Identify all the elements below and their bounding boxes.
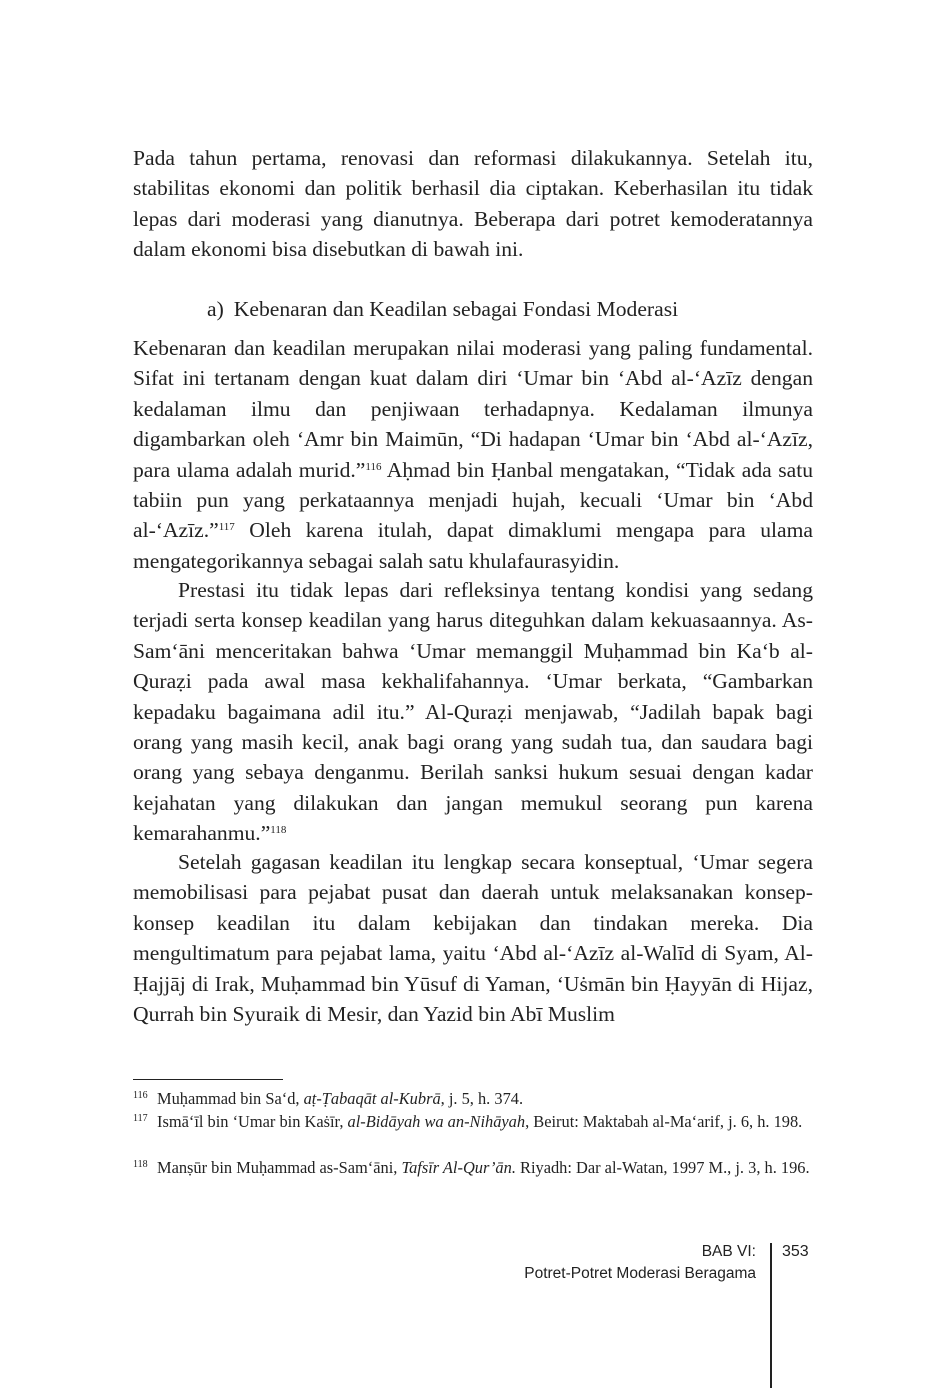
footnote-text: Muḥammad bin Sa‘d, [157,1089,304,1108]
running-footer [524,1241,756,1285]
chapter-title: Potret-Potret Moderasi Beragama [524,1265,756,1282]
footnote-number: 117 [133,1113,148,1124]
paragraph-1-text-c: Oleh karena itulah, dapat dimaklumi mengapa para ulama mengategorikannya sebagai salah satu khulafaurasyidin. [133,518,813,573]
footnote-separator [133,1079,283,1080]
intro-paragraph: Pada tahun pertama, renovasi dan reformasi dilakukannya. Setelah itu, stabilitas ekonomi dan politik berhasil dia ciptakan. Keberhasilan itu tidak lepas dari moderasi yang dianutnya. Beberapa dari potret kemoderatannya dalam ekonomi bisa disebutkan di bawah ini. [133,146,813,262]
footer-divider [770,1243,772,1388]
footnote-117 [133,1110,813,1133]
footnote-number: 116 [133,1090,148,1101]
footnote-text: Ismā‘īl bin ‘Umar bin Kaṡīr, [157,1112,348,1131]
footnote-ref-116: 116 [365,460,382,473]
footnote-ref-117: 117 [218,521,235,534]
footnote-book-title: al-Bidāyah wa an-Nihāyah [347,1112,526,1131]
paragraph-1 [133,333,813,576]
footnote-text: Manṣūr bin Muḥammad as-Sam‘āni, [157,1158,402,1177]
section-marker: a) [207,297,224,321]
footnote-number: 118 [133,1159,148,1170]
paragraph-1-text-b: Aḥmad bin Ḥanbal mengatakan, “Tidak ada satu tabiin pun yang perkataannya menjadi hujah, kecuali ‘Umar bin ‘Abd al-‘Azīz.” [133,457,813,543]
chapter-label: BAB VI: [701,1243,756,1260]
page-number: 353 [782,1243,809,1260]
footnote-text: , Beirut: Maktabah al-Ma‘arif, j. 6, h. 198. [525,1112,803,1131]
footnote-text: Riyadh: Dar al-Watan, 1997 M., j. 3, h. 196. [515,1158,810,1177]
footnote-ref-118: 118 [270,824,287,837]
paragraph-3: Setelah gagasan keadilan itu lengkap secara konseptual, ‘Umar segera memobilisasi para pejabat pusat dan daerah untuk melaksanakan konsep-konsep keadilan itu dalam kebijakan dan tindakan mereka. Dia mengultimatum para pejabat lama, yaitu ‘Abd al-‘Azīz al-Walīd di Syam, Al-Ḥajjāj di Irak, Muḥammad bin Yūsuf di Yaman, ‘Uṡmān bin Ḥayyān di Hijaz, Qurrah bin Syuraik di Mesir, dan Yazid bin Abī Muslim [133,850,813,1027]
section-heading [207,294,678,324]
footnote-book-title: Tafsīr Al-Qur’ān. [401,1158,516,1177]
footnote-book-title: aṭ-Ṭabaqāt al-Kubrā [303,1089,441,1108]
section-title: Kebenaran dan Keadilan sebagai Fondasi Moderasi [233,297,679,321]
footnote-118 [133,1156,813,1179]
paragraph-2-text: Prestasi itu tidak lepas dari refleksinya tentang kondisi yang sedang terjadi serta konsep keadilan yang harus diteguhkan dalam kekuasaannya. As-Sam‘āni menceritakan bahwa ‘Umar memanggil Muḥammad bin Ka‘b al-Quraẓi pada awal masa kekhalifahannya. ‘Umar berkata, “Gambarkan kepadaku bagaimana adil itu.” Al-Quraẓi menjawab, “Jadilah bapak bagi orang yang masih kecil, anak bagi orang yang sudah tua, dan saudara bagi orang yang sebaya denganmu. Berilah sanksi hukum sesuai dengan kadar kejahatan yang dilakukan dan jangan memukul seorang pun karena kemarahanmu.” [133,578,813,846]
paragraph-1-text-a: Kebenaran dan keadilan merupakan nilai moderasi yang paling fundamental. Sifat ini tertanam dengan kuat dalam diri ‘Umar bin ‘Abd al-‘Azīz dengan kedalaman ilmu dan penjiwaan terhadapnya. Kedalaman ilmunya digambarkan oleh ‘Amr bin Maimūn, “Di hadapan ‘Umar bin ‘Abd al-‘Azīz, para ulama adalah murid.” [133,336,813,482]
paragraph-2 [133,575,813,849]
footnote-116 [133,1087,813,1110]
footnote-text: , j. 5, h. 374. [440,1089,524,1108]
